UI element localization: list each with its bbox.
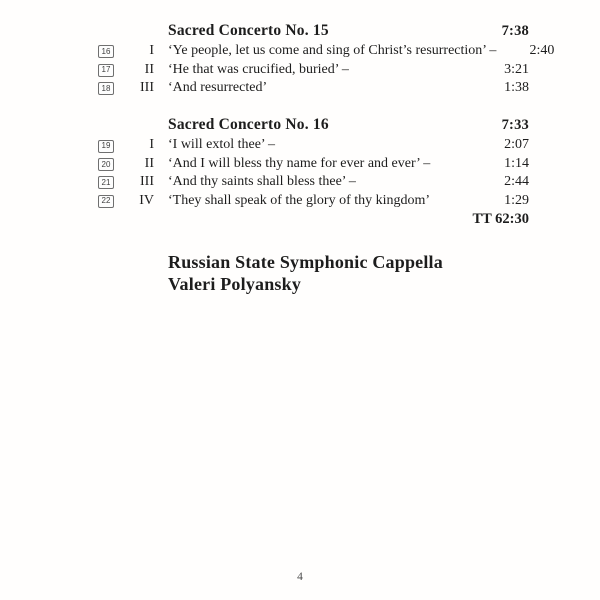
track-row bbox=[98, 42, 555, 60]
track-number-box: 20 bbox=[98, 158, 114, 171]
section-heading bbox=[98, 20, 529, 42]
track-number-box: 16 bbox=[98, 45, 114, 58]
track-number-box: 19 bbox=[98, 140, 114, 153]
track-duration: 2:07 bbox=[504, 137, 529, 153]
conductor-name: Valeri Polyansky bbox=[168, 274, 302, 295]
track-duration: 3:21 bbox=[504, 61, 529, 77]
movement-numeral: III bbox=[140, 79, 154, 95]
total-time-row bbox=[98, 210, 529, 230]
page-number: 4 bbox=[297, 571, 303, 583]
track-row bbox=[98, 191, 529, 209]
section-heading bbox=[98, 114, 529, 136]
section-duration: 7:33 bbox=[501, 116, 529, 133]
movement-numeral: II bbox=[144, 61, 154, 77]
track-duration: 1:29 bbox=[504, 192, 529, 208]
track-row bbox=[98, 155, 529, 173]
movement-numeral: II bbox=[144, 155, 154, 171]
movement-numeral: I bbox=[149, 43, 154, 59]
track-number-box: 21 bbox=[98, 176, 114, 189]
track-title: ‘I will extol thee’ – bbox=[168, 137, 276, 153]
track-title: ‘And I will bless thy name for ever and ever’ – bbox=[168, 155, 431, 171]
movement-numeral: IV bbox=[139, 192, 154, 208]
ensemble-name: Russian State Symphonic Cappella bbox=[168, 251, 443, 272]
track-row bbox=[98, 173, 529, 191]
track-title: ‘They shall speak of the glory of thy kingdom’ bbox=[168, 192, 431, 208]
track-duration: 1:38 bbox=[504, 79, 529, 95]
movement-numeral: I bbox=[149, 137, 154, 153]
tracklist bbox=[98, 20, 555, 296]
track-row bbox=[98, 136, 529, 154]
track-number-box: 17 bbox=[98, 64, 114, 77]
track-duration: 2:40 bbox=[529, 43, 555, 59]
track-title: ‘He that was crucified, buried’ – bbox=[168, 61, 349, 77]
movement-numeral: III bbox=[140, 174, 154, 190]
track-row bbox=[98, 60, 529, 78]
total-time: TT 62:30 bbox=[472, 211, 529, 228]
track-number-box: 18 bbox=[98, 82, 114, 95]
section-duration: 7:38 bbox=[501, 22, 529, 39]
section-title: Sacred Concerto No. 15 bbox=[168, 22, 329, 40]
track-title: ‘And thy saints shall bless thee’ – bbox=[168, 174, 356, 190]
track-row bbox=[98, 79, 529, 97]
track-title: ‘And resurrected’ bbox=[168, 79, 268, 95]
track-duration: 2:44 bbox=[504, 174, 529, 190]
track-number-box: 22 bbox=[98, 195, 114, 208]
track-title: ‘Ye people, let us come and sing of Christ’s resurrection’ – bbox=[168, 43, 497, 59]
performers-block bbox=[98, 251, 529, 296]
section-title: Sacred Concerto No. 16 bbox=[168, 116, 329, 134]
track-duration: 1:14 bbox=[504, 155, 529, 171]
